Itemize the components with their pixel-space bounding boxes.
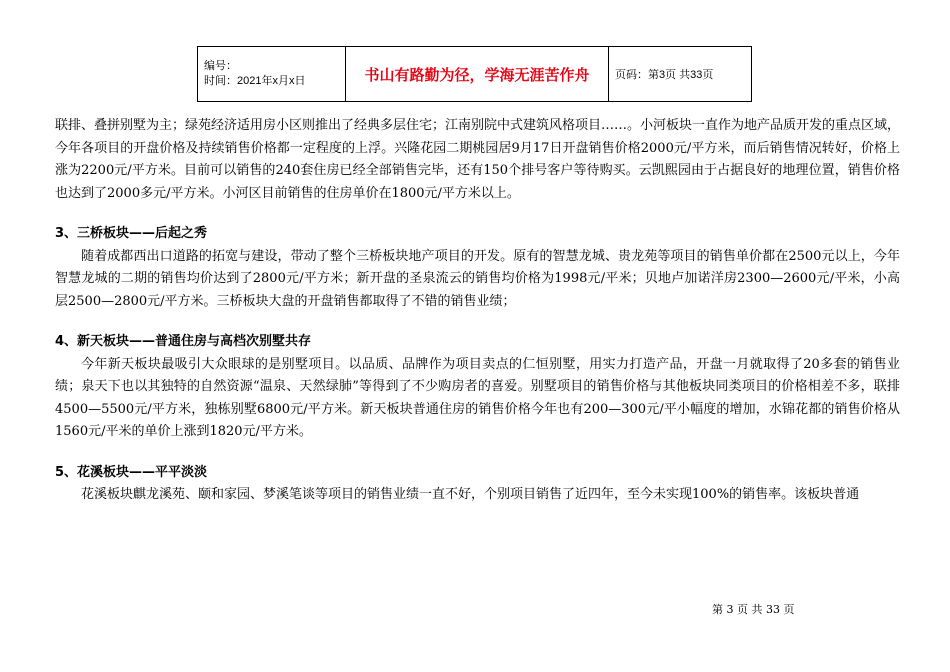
number-label: 编号： xyxy=(204,60,237,72)
heading-xintian: 4、新天板块——普通住房与高档次别墅共存 xyxy=(55,334,312,349)
page-footer: 第 3 页 共 33 页 xyxy=(712,603,795,616)
paragraph-huaxi: 花溪板块麒龙溪苑、颐和家园、梦溪笔谈等项目的销售业绩一直不好，个别项目销售了近四年，至今未实现100%的销售率。该板块普通 xyxy=(81,487,860,502)
header-table xyxy=(197,46,752,102)
document-body xyxy=(55,115,900,507)
header-meta-cell xyxy=(198,47,346,102)
time-label: 时间：2021年x月x日 xyxy=(204,75,306,87)
header-page-label: 页码：第3页 共33页 xyxy=(609,47,752,102)
paragraph-xiaohe: 联排、叠拼别墅为主；绿苑经济适用房小区则推出了经典多层住宅；江南别院中式建筑风格项目……。小河板块一直作为地产品质开发的重点区域，今年各项目的开盘价格及持续销售价格都一定程度的上浮。兴隆花园二期桃园居9月17日开盘销售价格2000元/平方米，而后销售情况转好，价格上涨为2200元/平方米。目前可以销售的240套住房已经全部销售完毕，还有150个排号客户等待购买。云凯熙园由于占据良好的地理位置，销售价格也达到了2000多元/平方米。小河区目前销售的住房单价在1800元/平方米以上。 xyxy=(55,118,901,201)
header-motto: 书山有路勤为径，学海无涯苦作舟 xyxy=(346,47,609,102)
heading-huaxi: 5、花溪板块——平平淡淡 xyxy=(55,464,208,480)
paragraph-sanqiao: 随着成都西出口道路的拓宽与建设，带动了整个三桥板块地产项目的开发。原有的智慧龙城、贵龙苑等项目的销售单价都在2500元以上，今年智慧龙城的二期的销售均价达到了2800元/平方米；新开盘的圣泉流云的销售均价格为1998元/平米；贝地卢加诺洋房2300—2600元/平米，小高层2500—2800元/平方米。三桥板块大盘的开盘销售都取得了不错的销售业绩； xyxy=(55,248,900,309)
paragraph-xintian: 今年新天板块最吸引大众眼球的是别墅项目。以品质、品牌作为项目卖点的仁恒别墅，用实力打造产品，开盘一月就取得了20多套的销售业绩；泉天下也以其独特的自然资源“温泉、天然绿肺”等得到了不少购房者的喜爱。别墅项目的销售价格与其他板块同类项目的价格相差不多，联排4500—5500元/平方米，独栋别墅6800元/平方米。新天板块普通住房的销售价格今年也有200—300元/平小幅度的增加，水锦花都的销售价格从1560元/平米的单价上涨到1820元/平方米。 xyxy=(55,356,900,439)
heading-sanqiao: 3、三桥板块——后起之秀 xyxy=(55,226,208,241)
